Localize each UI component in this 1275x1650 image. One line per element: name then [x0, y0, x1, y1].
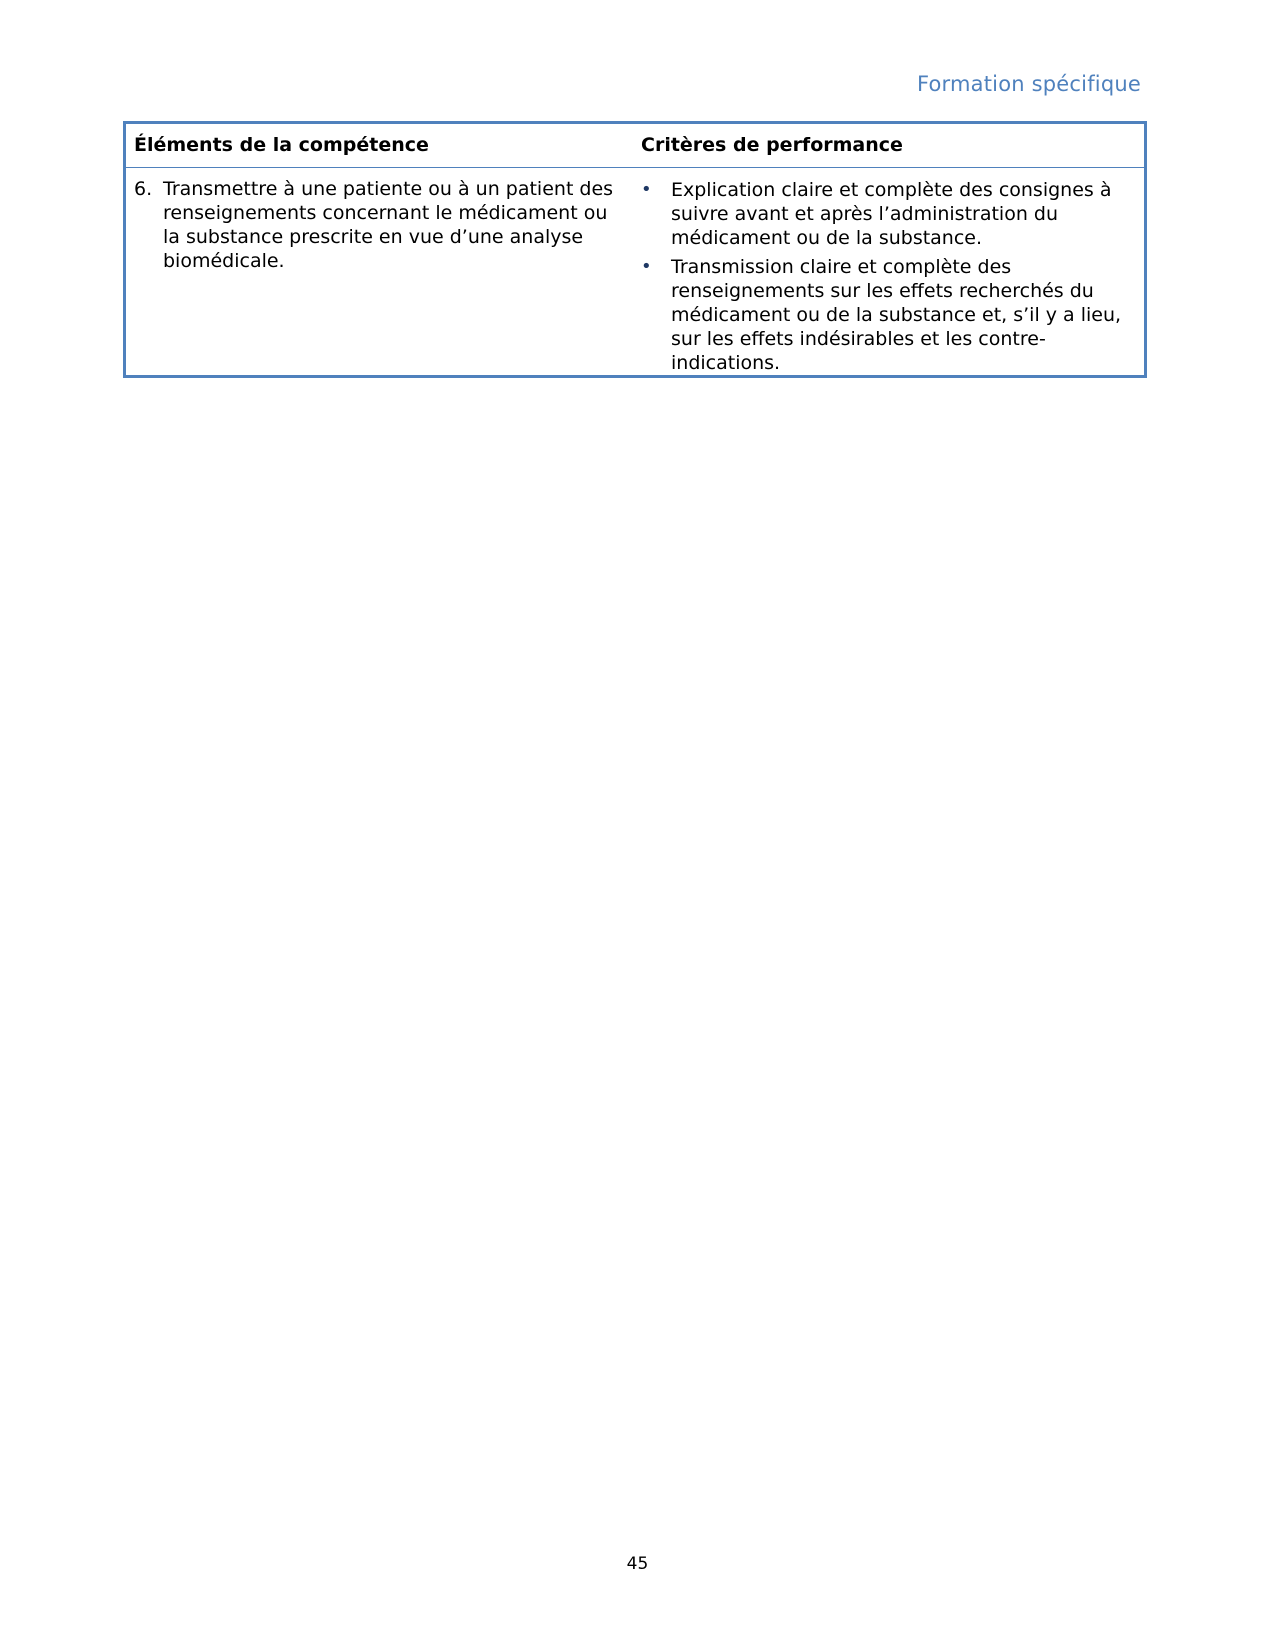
criteria-text: Transmission claire et complète des renseignements sur les effets recherchés du médicament ou de la substance et, s’il y a lieu, sur les effets indésirables et les contre-indications.	[671, 256, 1122, 374]
element-number: 6.	[134, 178, 153, 200]
bullet-icon: •	[641, 256, 652, 277]
elements-cell	[126, 168, 637, 380]
competence-table	[123, 121, 1147, 378]
element-item	[134, 177, 637, 273]
criteria-item	[641, 178, 1130, 250]
criteria-text: Explication claire et complète des consignes à suivre avant et après l’administration du médicament ou de la substance.	[671, 179, 1112, 249]
criteria-cell	[637, 168, 1144, 380]
criteria-list	[641, 178, 1130, 375]
running-header: Formation spécifique	[916, 72, 1141, 96]
header-elements: Éléments de la compétence	[134, 134, 429, 156]
header-criteria: Critères de performance	[641, 134, 903, 156]
page-number: 45	[626, 1554, 649, 1574]
table-header-row	[126, 124, 1144, 168]
criteria-item	[641, 255, 1130, 375]
bullet-icon: •	[641, 179, 652, 200]
table-body-row	[126, 168, 1144, 380]
element-text: Transmettre à une patiente ou à un patient des renseignements concernant le médicament ou la substance prescrite en vue d’une analyse biomédicale.	[163, 178, 614, 272]
